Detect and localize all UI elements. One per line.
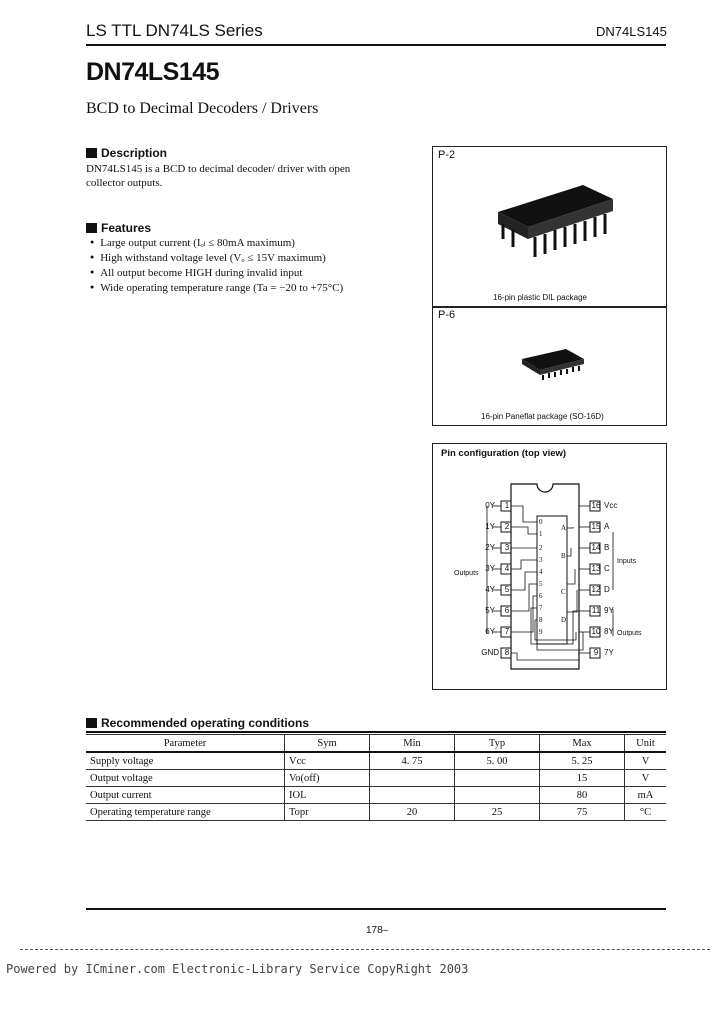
table-top-rule <box>86 731 666 733</box>
cell-min <box>370 770 455 787</box>
cell-typ <box>455 770 540 787</box>
pin-name: 1Y <box>485 522 495 531</box>
pin-number: 2 <box>504 522 510 531</box>
cell-typ <box>455 787 540 804</box>
svg-text:D: D <box>561 616 567 624</box>
header-rule <box>86 44 666 46</box>
feature-item: ● High withstand voltage level (Vₒ ≤ 15V maximum) <box>90 250 343 265</box>
pin-name: 3Y <box>485 564 495 573</box>
cell-max: 75 <box>540 804 625 821</box>
cell-sym: Vo(off) <box>285 770 370 787</box>
description-heading: Description <box>86 146 167 160</box>
pin-name: 2Y <box>485 543 495 552</box>
cell-max: 5. 25 <box>540 752 625 770</box>
page-number: 178– <box>366 925 389 936</box>
pin-number: 16 <box>591 501 601 510</box>
cell-sym: IOL <box>285 787 370 804</box>
pin-number: 3 <box>504 543 510 552</box>
cell-param: Output voltage <box>86 770 285 787</box>
square-bullet-icon <box>86 223 97 233</box>
table-row <box>86 804 666 821</box>
pin-name: GND <box>481 648 499 657</box>
so16-package-image <box>518 345 588 385</box>
pin-number: 8 <box>504 648 510 657</box>
col-header: Unit <box>625 735 667 753</box>
pin-name: A <box>604 522 610 531</box>
feature-item: ● All output become HIGH during invalid input <box>90 265 343 280</box>
outputs-label-right: Outputs <box>617 630 642 637</box>
pin-number: 9 <box>593 648 599 657</box>
col-header: Max <box>540 735 625 753</box>
header-part-number: DN74LS145 <box>596 24 667 39</box>
cell-unit: °C <box>625 804 667 821</box>
svg-text:9: 9 <box>539 628 543 636</box>
outputs-label: Outputs <box>454 570 479 577</box>
features-list <box>90 235 343 295</box>
footer-dashed-rule <box>20 949 710 950</box>
package-p2-caption: 16-pin plastic DIL package <box>493 293 587 302</box>
page-title: DN74LS145 <box>86 58 220 86</box>
pin-number: 15 <box>591 522 601 531</box>
page-subtitle: BCD to Decimal Decoders / Drivers <box>86 100 319 117</box>
cell-unit: V <box>625 752 667 770</box>
svg-text:1: 1 <box>539 530 543 538</box>
cell-sym: Vcc <box>285 752 370 770</box>
description-text: DN74LS145 is a BCD to decimal decoder/ driver with open collector outputs. <box>86 163 351 189</box>
svg-text:A: A <box>561 524 567 532</box>
pin-number: 1 <box>504 501 510 510</box>
pin-number: 13 <box>591 564 601 573</box>
svg-text:B: B <box>561 552 566 560</box>
feature-item: ● Wide operating temperature range (Ta = −20 to +75°C) <box>90 280 343 295</box>
cell-param: Operating temperature range <box>86 804 285 821</box>
pin-name: 8Y <box>604 627 614 636</box>
svg-text:C: C <box>561 588 566 596</box>
cell-max: 80 <box>540 787 625 804</box>
powered-by-text: Powered by ICminer.com Electronic-Library Service CopyRight 2003 <box>6 962 469 976</box>
cell-param: Output current <box>86 787 285 804</box>
table-row <box>86 787 666 804</box>
svg-text:7: 7 <box>539 604 543 612</box>
pin-number: 11 <box>591 606 601 615</box>
pin-number: 5 <box>504 585 510 594</box>
inputs-label: Inputs <box>617 558 637 565</box>
cell-param: Supply voltage <box>86 752 285 770</box>
package-p6-caption: 16-pin Paneflat package (SO-16D) <box>481 412 604 421</box>
pin-name: 0Y <box>485 501 495 510</box>
cell-min: 20 <box>370 804 455 821</box>
cell-min: 4. 75 <box>370 752 455 770</box>
pin-name: 4Y <box>485 585 495 594</box>
footer-rule <box>86 908 666 910</box>
pin-number: 14 <box>591 543 601 552</box>
svg-text:5: 5 <box>539 580 543 588</box>
col-header: Parameter <box>86 735 285 753</box>
feature-item: ● Large output current (Iₒₗ ≤ 80mA maximum) <box>90 235 343 250</box>
cell-unit: V <box>625 770 667 787</box>
cell-typ: 5. 00 <box>455 752 540 770</box>
cell-min <box>370 787 455 804</box>
features-heading: Features <box>86 221 151 235</box>
svg-text:4: 4 <box>539 568 543 576</box>
cell-typ: 25 <box>455 804 540 821</box>
col-header: Sym <box>285 735 370 753</box>
pin-number: 6 <box>504 606 510 615</box>
package-p6-label: P-6 <box>438 309 456 321</box>
table-row <box>86 770 666 787</box>
svg-text:2: 2 <box>539 544 543 552</box>
pin-name: D <box>604 585 610 594</box>
square-bullet-icon <box>86 148 97 158</box>
table-row <box>86 752 666 770</box>
package-p2-label: P-2 <box>438 149 456 161</box>
pin-name: 6Y <box>485 627 495 636</box>
pin-name: C <box>604 564 610 573</box>
conditions-table <box>86 734 666 821</box>
pin-name: 9Y <box>604 606 614 615</box>
pin-number: 12 <box>591 585 601 594</box>
pin-number: 10 <box>591 627 601 636</box>
svg-text:8: 8 <box>539 616 543 624</box>
package-p2-box <box>432 146 667 308</box>
cell-max: 15 <box>540 770 625 787</box>
conditions-heading: Recommended operating conditions <box>86 716 309 730</box>
pin-name: B <box>604 543 610 552</box>
pin-name: Vcc <box>604 501 618 510</box>
pin-name: 5Y <box>485 606 495 615</box>
pin-diagram <box>433 444 666 689</box>
square-bullet-icon <box>86 718 97 728</box>
series-title: LS TTL DN74LS Series <box>86 21 263 40</box>
package-p6-box <box>432 306 667 426</box>
pin-config-box <box>432 443 667 690</box>
table-header-row <box>86 735 666 753</box>
cell-sym: Topr <box>285 804 370 821</box>
col-header: Typ <box>455 735 540 753</box>
pin-number: 4 <box>504 564 510 573</box>
dil-package-image <box>488 177 618 267</box>
svg-text:6: 6 <box>539 592 543 600</box>
svg-text:0: 0 <box>539 518 543 526</box>
pin-name: 7Y <box>604 648 614 657</box>
cell-unit: mA <box>625 787 667 804</box>
pin-config-title: Pin configuration (top view) <box>441 448 567 459</box>
pin-number: 7 <box>504 627 510 636</box>
col-header: Min <box>370 735 455 753</box>
svg-text:3: 3 <box>539 556 543 564</box>
